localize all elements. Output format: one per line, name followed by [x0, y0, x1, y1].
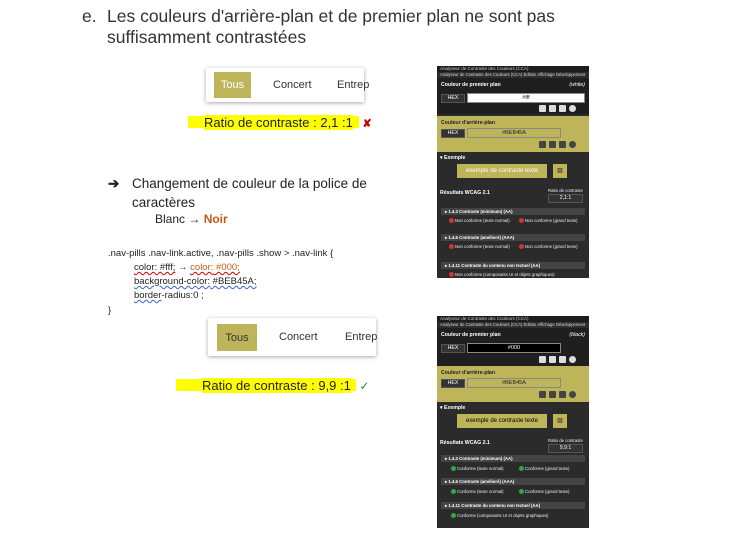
- criterion-1-4-3[interactable]: ▸ 1.4.3 Contraste (minimum) (AA): [441, 208, 585, 215]
- color-change-prefix: Blanc →: [155, 212, 204, 226]
- nav-pill-entreprise[interactable]: Entrep: [337, 79, 370, 91]
- eyedropper-icon[interactable]: [559, 391, 566, 398]
- bullet-line-2: caractères: [132, 195, 196, 210]
- arrow-right-icon: ➔: [108, 176, 120, 191]
- result-normal-aaa: [451, 489, 504, 494]
- code-line-1: .nav-pills .nav-link.active, .nav-pills .show > .nav-link {: [108, 248, 334, 259]
- fg-label: Couleur de premier plan: [441, 82, 501, 88]
- result-normal: [449, 218, 510, 223]
- code-arrow: →: [175, 262, 191, 273]
- nav-pill-entreprise[interactable]: Entrep: [345, 331, 378, 343]
- fg-color-name: (white): [569, 82, 585, 88]
- example-label[interactable]: ▾ Exemple: [440, 155, 466, 161]
- cca-window-after: [437, 316, 589, 528]
- highlight-right: [351, 379, 356, 391]
- nav-pills-after: [208, 318, 376, 356]
- sliders-icon[interactable]: [549, 141, 556, 148]
- cca-menu-bar: Analyseur de Contraste des Couleurs (CCA) Édition Affichage Développement: [437, 322, 589, 328]
- fg-format-select[interactable]: HEX: [441, 94, 465, 103]
- ratio-before: [188, 115, 372, 130]
- highlight-left: [188, 116, 204, 128]
- ratio-value: 9,9:1: [548, 444, 583, 453]
- result-ui-text: Non conforme (composants UI et objets graphiques): [455, 272, 555, 277]
- pass-icon: [519, 489, 524, 494]
- nav-pill-concert[interactable]: Concert: [279, 331, 318, 343]
- result-ui: [449, 272, 555, 277]
- result-large-aaa-text: Non conforme (grand texte): [525, 244, 578, 249]
- pass-icon: [451, 513, 456, 518]
- pass-icon: [451, 489, 456, 494]
- bg-label: Couleur d'arrière-plan: [441, 120, 495, 126]
- adjust-icon[interactable]: [539, 141, 546, 148]
- adjust-icon[interactable]: [539, 356, 546, 363]
- example-image-icon: ▨: [553, 164, 567, 178]
- adjust-icon[interactable]: [539, 391, 546, 398]
- result-normal-text: Conforme (texte normal): [457, 466, 504, 471]
- adjust-icon[interactable]: [539, 105, 546, 112]
- cca-window-before: [437, 66, 589, 278]
- ratio-caption: Ratio de contraste: [548, 188, 583, 193]
- color-wheel-icon[interactable]: [569, 105, 576, 112]
- bg-format-select[interactable]: HEX: [441, 379, 465, 388]
- code-bg-prop: background-color:: [134, 276, 211, 287]
- bullet-line-1: Changement de couleur de la police de: [132, 176, 367, 191]
- example-text: exemple de contraste texte: [457, 164, 547, 178]
- ratio-before-text: Ratio de contraste : 2,1 :1: [204, 115, 353, 130]
- code-line-3: [134, 276, 257, 287]
- code-bg-value: #BEB45A;: [210, 276, 257, 287]
- bg-format-select[interactable]: HEX: [441, 129, 465, 138]
- fail-icon: [519, 218, 524, 223]
- heading-number: e.: [82, 6, 97, 26]
- fail-x-icon: ✘: [362, 118, 372, 130]
- color-change: [155, 212, 228, 226]
- cca-title-bar: Analyseur de Contraste des Couleurs (CCA): [437, 66, 589, 72]
- results-label: Résultats WCAG 2.1: [440, 440, 490, 446]
- fg-value-input[interactable]: #fff: [467, 93, 585, 103]
- ratio-after: [176, 378, 370, 393]
- result-large-aaa: [519, 244, 578, 249]
- sliders-icon[interactable]: [549, 391, 556, 398]
- example-image-icon: ▨: [553, 414, 567, 428]
- fail-icon: [449, 244, 454, 249]
- result-normal: [451, 466, 504, 471]
- sliders-icon[interactable]: [549, 356, 556, 363]
- results-label: Résultats WCAG 2.1: [440, 190, 490, 196]
- result-large: [519, 466, 569, 471]
- example-text: exemple de contraste texte: [457, 414, 547, 428]
- color-change-value: Noir: [203, 212, 228, 226]
- result-large-text: Non conforme (grand texte): [525, 218, 578, 223]
- heading-line-1: Les couleurs d'arrière-plan et de premier plan ne sont pas: [107, 6, 555, 26]
- color-wheel-icon[interactable]: [569, 391, 576, 398]
- fail-icon: [519, 244, 524, 249]
- criterion-1-4-3[interactable]: ▸ 1.4.3 Contraste (minimum) (AA): [441, 455, 585, 462]
- result-large-aaa: [519, 489, 569, 494]
- nav-pills-before: [206, 68, 370, 102]
- eyedropper-icon[interactable]: [559, 141, 566, 148]
- eyedropper-icon[interactable]: [559, 356, 566, 363]
- fg-value-input[interactable]: #000: [467, 343, 561, 353]
- color-wheel-icon[interactable]: [569, 356, 576, 363]
- fg-section: [437, 78, 589, 114]
- bg-value-input[interactable]: #BEB45A: [467, 128, 561, 138]
- criterion-1-4-11[interactable]: ▸ 1.4.11 Contraste du contenu non textuel (AA): [441, 502, 585, 509]
- cca-menu-bar: Analyseur de Contraste des Couleurs (CCA) Édition Affichage Développement: [437, 72, 589, 78]
- example-label[interactable]: ▾ Exemple: [440, 405, 466, 411]
- ratio-caption: Ratio de contraste: [548, 438, 583, 443]
- code-border-rest: -radius:0 ;: [161, 290, 204, 301]
- result-large: [519, 218, 578, 223]
- code-new-prop: color:: [190, 262, 214, 273]
- fg-section: [437, 328, 589, 366]
- sliders-icon[interactable]: [549, 105, 556, 112]
- result-ui: [451, 513, 548, 518]
- ratio-after-text: Ratio de contraste : 9,9 :1: [202, 378, 351, 393]
- code-border-prop: border: [134, 290, 162, 301]
- color-wheel-icon[interactable]: [569, 141, 576, 148]
- fail-icon: [449, 218, 454, 223]
- result-normal-aaa-text: Conforme (texte normal): [457, 489, 504, 494]
- code-line-4: [134, 290, 204, 301]
- code-old-color: color: #fff;: [134, 262, 176, 273]
- heading-line-2: suffisamment contrastées: [107, 27, 307, 47]
- cca-title-bar: Analyseur de Contraste des Couleurs (CCA): [437, 316, 589, 322]
- result-normal-aaa: [449, 244, 510, 249]
- nav-pill-concert[interactable]: Concert: [273, 79, 312, 91]
- code-line-2: [134, 262, 240, 273]
- fg-label: Couleur de premier plan: [441, 332, 501, 338]
- fg-format-select[interactable]: HEX: [441, 344, 465, 353]
- result-normal-aaa-text: Non conforme (texte normal): [455, 244, 510, 249]
- result-large-text: Conforme (grand texte): [525, 466, 570, 471]
- pass-icon: [519, 466, 524, 471]
- highlight-right: [353, 116, 359, 128]
- criterion-1-4-11[interactable]: ▸ 1.4.11 Contraste du contenu non textuel (AA): [441, 262, 585, 269]
- fg-color-name: (black): [569, 332, 585, 338]
- result-normal-text: Non conforme (texte normal): [455, 218, 510, 223]
- bg-label: Couleur d'arrière-plan: [441, 370, 495, 376]
- nav-pill-tous-active[interactable]: Tous: [214, 72, 251, 98]
- code-new-value: #000;: [213, 262, 240, 273]
- check-icon: ✓: [359, 379, 370, 393]
- criterion-1-4-6[interactable]: ▸ 1.4.6 Contraste (amélioré) (AAA): [441, 478, 585, 485]
- highlight-left: [176, 379, 202, 391]
- eyedropper-icon[interactable]: [559, 105, 566, 112]
- result-ui-text: Conforme (composants UI et objets graphiques): [457, 513, 549, 518]
- bg-section: [437, 366, 589, 402]
- result-large-aaa-text: Conforme (grand texte): [525, 489, 570, 494]
- nav-pill-tous-active[interactable]: Tous: [217, 324, 257, 351]
- bg-value-input[interactable]: #BEB45A: [467, 378, 561, 388]
- pass-icon: [451, 466, 456, 471]
- ratio-value: 2,1:1: [548, 194, 583, 203]
- fail-icon: [449, 272, 454, 277]
- code-line-5: }: [108, 305, 112, 316]
- bg-section: [437, 116, 589, 152]
- criterion-1-4-6[interactable]: ▸ 1.4.6 Contraste (amélioré) (AAA): [441, 234, 585, 241]
